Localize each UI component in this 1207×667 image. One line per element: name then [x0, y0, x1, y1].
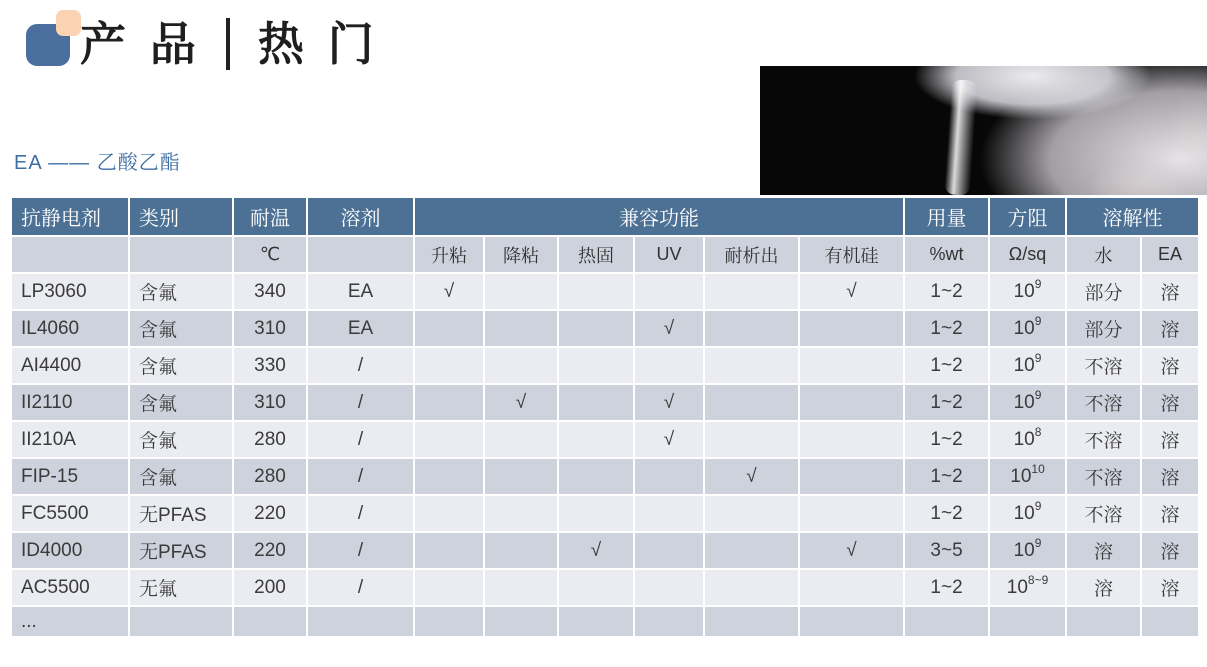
cell-compat-2: √ [558, 532, 634, 569]
cell-dosage: 1~2 [904, 384, 989, 421]
cell-solvent: / [307, 569, 414, 606]
cell-compat-4 [704, 421, 799, 458]
cell-compat-0 [414, 384, 484, 421]
cell-compat-5 [799, 569, 904, 606]
cell-compat-3: √ [634, 421, 704, 458]
resistance-base: 10 [1013, 391, 1035, 413]
table-row [11, 421, 1199, 458]
cell-compat-5 [799, 495, 904, 532]
cell-compat-1: √ [484, 384, 558, 421]
cell-dosage: 1~2 [904, 310, 989, 347]
cell-dosage: 1~2 [904, 569, 989, 606]
cell-dosage: 1~2 [904, 347, 989, 384]
cell-compat-5 [799, 458, 904, 495]
column-header-sheet-resistance: 方阻 [989, 197, 1066, 236]
sub-column-header-9: 有机硅 [799, 236, 904, 273]
cell-temp: 280 [233, 421, 307, 458]
cell-compat-1 [484, 421, 558, 458]
cell-compat-5 [799, 384, 904, 421]
cell-solvent: / [307, 495, 414, 532]
resistance-exponent: 9 [1034, 314, 1042, 329]
table-body [11, 273, 1199, 637]
cell-sheet-resistance [989, 421, 1066, 458]
cell-product-name: II2110 [11, 384, 129, 421]
sub-column-header-6: 热固 [558, 236, 634, 273]
cell-product-name: AI4400 [11, 347, 129, 384]
section-subtitle: EA —— 乙酸乙酯 [14, 152, 181, 174]
table-row [11, 532, 1199, 569]
cell-sheet-resistance [989, 569, 1066, 606]
cell-compat-3 [634, 273, 704, 310]
cell-temp: 200 [233, 569, 307, 606]
resistance-exponent: 9 [1034, 536, 1042, 551]
resistance-base: 10 [1006, 576, 1028, 598]
cell-compat-2 [558, 273, 634, 310]
cell-dosage: 1~2 [904, 458, 989, 495]
cell-water-solubility: 部分 [1066, 273, 1141, 310]
title-left: 产品 [80, 17, 220, 71]
cell-product-name: LP3060 [11, 273, 129, 310]
cell-compat-4 [704, 310, 799, 347]
page-title [80, 18, 398, 70]
cell-solvent: / [307, 347, 414, 384]
column-header-antistatic-agent: 抗静电剂 [11, 197, 129, 236]
cell-product-name: II210A [11, 421, 129, 458]
table-row [11, 310, 1199, 347]
cell-temp: 280 [233, 458, 307, 495]
cell-solvent: / [307, 458, 414, 495]
cell-sheet-resistance [989, 532, 1066, 569]
cell-temp: 310 [233, 310, 307, 347]
cell-compat-2 [558, 569, 634, 606]
resistance-exponent: 8~9 [1027, 573, 1049, 588]
table-row [11, 458, 1199, 495]
resistance-base: 10 [1013, 539, 1035, 561]
table-row [11, 606, 1199, 637]
cell-product-name: FIP-15 [11, 458, 129, 495]
sub-column-header-8: 耐析出 [704, 236, 799, 273]
cell-compat-3 [634, 458, 704, 495]
resistance-base: 10 [1013, 502, 1035, 524]
cell-compat-4 [704, 384, 799, 421]
resistance-base: 10 [1010, 465, 1032, 487]
cell-compat-2 [558, 495, 634, 532]
cell-solvent [307, 606, 414, 637]
cell-compat-4 [704, 606, 799, 637]
cell-compat-1 [484, 347, 558, 384]
cell-compat-5 [799, 421, 904, 458]
cell-water-solubility: 不溶 [1066, 347, 1141, 384]
cell-compat-5: √ [799, 273, 904, 310]
cell-compat-5 [799, 310, 904, 347]
cell-compat-5: √ [799, 532, 904, 569]
resistance-exponent: 9 [1034, 277, 1042, 292]
cell-compat-2 [558, 384, 634, 421]
resistance-base: 10 [1013, 354, 1035, 376]
cell-compat-5 [799, 606, 904, 637]
cell-category: 含氟 [129, 384, 233, 421]
title-right: 热门 [257, 17, 398, 71]
table-row [11, 273, 1199, 310]
cell-compat-2 [558, 310, 634, 347]
cell-category: 含氟 [129, 310, 233, 347]
cell-compat-2 [558, 458, 634, 495]
cell-category: 含氟 [129, 273, 233, 310]
sub-column-header-3 [307, 236, 414, 273]
cell-compat-4: √ [704, 458, 799, 495]
cell-temp [233, 606, 307, 637]
cell-compat-0 [414, 606, 484, 637]
cell-sheet-resistance [989, 347, 1066, 384]
cell-dosage: 1~2 [904, 273, 989, 310]
cell-compat-1 [484, 606, 558, 637]
cell-dosage: 1~2 [904, 495, 989, 532]
cell-compat-4 [704, 569, 799, 606]
cell-compat-5 [799, 347, 904, 384]
cell-compat-3 [634, 532, 704, 569]
table-row [11, 347, 1199, 384]
title-separator [226, 18, 230, 70]
column-header-dosage: 用量 [904, 197, 989, 236]
cell-solvent: / [307, 532, 414, 569]
cell-compat-0 [414, 458, 484, 495]
cell-water-solubility: 不溶 [1066, 421, 1141, 458]
cell-category: 含氟 [129, 347, 233, 384]
cell-sheet-resistance [989, 273, 1066, 310]
column-header-solubility: 溶解性 [1066, 197, 1199, 236]
column-header-category: 类别 [129, 197, 233, 236]
resistance-exponent: 9 [1034, 499, 1042, 514]
table-row [11, 569, 1199, 606]
cell-temp: 330 [233, 347, 307, 384]
cell-product-name: IL4060 [11, 310, 129, 347]
cell-ea-solubility: 溶 [1141, 569, 1199, 606]
cell-compat-1 [484, 495, 558, 532]
cell-sheet-resistance [989, 458, 1066, 495]
cell-dosage: 3~5 [904, 532, 989, 569]
cell-ea-solubility: 溶 [1141, 384, 1199, 421]
cell-ea-solubility: 溶 [1141, 347, 1199, 384]
cell-ea-solubility: 溶 [1141, 421, 1199, 458]
cell-category: 含氟 [129, 421, 233, 458]
cell-product-name: ID4000 [11, 532, 129, 569]
table-head [11, 197, 1199, 273]
column-header-compatibility: 兼容功能 [414, 197, 904, 236]
cell-ea-solubility: 溶 [1141, 532, 1199, 569]
cell-compat-0 [414, 421, 484, 458]
liquid-stream [944, 79, 978, 196]
product-table [10, 196, 1200, 638]
cell-compat-0 [414, 569, 484, 606]
cell-compat-1 [484, 310, 558, 347]
cell-compat-1 [484, 569, 558, 606]
cell-sheet-resistance [989, 310, 1066, 347]
sub-column-header-2: ℃ [233, 236, 307, 273]
cell-compat-0 [414, 310, 484, 347]
cell-compat-3 [634, 606, 704, 637]
cell-compat-0 [414, 347, 484, 384]
cell-water-solubility: 部分 [1066, 310, 1141, 347]
cell-product-name: FC5500 [11, 495, 129, 532]
cell-water-solubility: 不溶 [1066, 458, 1141, 495]
resistance-base: 10 [1013, 317, 1035, 339]
resistance-exponent: 8 [1034, 425, 1042, 440]
cell-temp: 220 [233, 532, 307, 569]
cell-category: 含氟 [129, 458, 233, 495]
sub-column-header-0 [11, 236, 129, 273]
pouring-liquid-photo [760, 66, 1207, 195]
cell-solvent: EA [307, 273, 414, 310]
cell-water-solubility: 不溶 [1066, 495, 1141, 532]
cell-temp: 310 [233, 384, 307, 421]
cell-water-solubility: 溶 [1066, 532, 1141, 569]
cell-sheet-resistance [989, 495, 1066, 532]
cell-compat-1 [484, 532, 558, 569]
sub-column-header-12: 水 [1066, 236, 1141, 273]
cell-ea-solubility: 溶 [1141, 310, 1199, 347]
table-row [11, 495, 1199, 532]
cell-compat-4 [704, 495, 799, 532]
cell-compat-2 [558, 606, 634, 637]
resistance-exponent: 10 [1031, 462, 1045, 477]
cell-sheet-resistance [989, 384, 1066, 421]
table-row [11, 384, 1199, 421]
column-header-solvent: 溶剂 [307, 197, 414, 236]
cell-ea-solubility: 溶 [1141, 495, 1199, 532]
cell-compat-1 [484, 273, 558, 310]
sub-column-header-10: %wt [904, 236, 989, 273]
logo [24, 8, 84, 70]
header-row [11, 197, 1199, 236]
cell-dosage [904, 606, 989, 637]
subheader-row [11, 236, 1199, 273]
cell-compat-3: √ [634, 384, 704, 421]
cell-ea-solubility: 溶 [1141, 458, 1199, 495]
cell-compat-2 [558, 421, 634, 458]
sub-column-header-13: EA [1141, 236, 1199, 273]
cell-compat-3: √ [634, 310, 704, 347]
cell-temp: 220 [233, 495, 307, 532]
cell-water-solubility [1066, 606, 1141, 637]
cell-sheet-resistance [989, 606, 1066, 637]
sub-column-header-4: 升粘 [414, 236, 484, 273]
sub-column-header-7: UV [634, 236, 704, 273]
cell-solvent: EA [307, 310, 414, 347]
cell-ea-solubility: 溶 [1141, 273, 1199, 310]
logo-peach-square-icon [56, 10, 81, 36]
resistance-exponent: 9 [1034, 351, 1042, 366]
cell-compat-4 [704, 347, 799, 384]
cell-category: 无氟 [129, 569, 233, 606]
cell-compat-4 [704, 532, 799, 569]
cell-compat-0 [414, 532, 484, 569]
cell-category [129, 606, 233, 637]
column-header-temp-resistance: 耐温 [233, 197, 307, 236]
cell-compat-4 [704, 273, 799, 310]
resistance-exponent: 9 [1034, 388, 1042, 403]
cell-dosage: 1~2 [904, 421, 989, 458]
cell-water-solubility: 溶 [1066, 569, 1141, 606]
cell-solvent: / [307, 421, 414, 458]
resistance-base: 10 [1013, 428, 1035, 450]
cell-compat-1 [484, 458, 558, 495]
cell-temp: 340 [233, 273, 307, 310]
sub-column-header-1 [129, 236, 233, 273]
cell-product-name: ... [11, 606, 129, 637]
cell-ea-solubility [1141, 606, 1199, 637]
cell-compat-3 [634, 495, 704, 532]
cell-solvent: / [307, 384, 414, 421]
sub-column-header-11: Ω/sq [989, 236, 1066, 273]
sub-column-header-5: 降粘 [484, 236, 558, 273]
cell-compat-0 [414, 495, 484, 532]
cell-compat-2 [558, 347, 634, 384]
cell-compat-3 [634, 347, 704, 384]
resistance-base: 10 [1013, 280, 1035, 302]
cell-compat-3 [634, 569, 704, 606]
cell-compat-0: √ [414, 273, 484, 310]
cell-product-name: AC5500 [11, 569, 129, 606]
cell-category: 无PFAS [129, 495, 233, 532]
cell-category: 无PFAS [129, 532, 233, 569]
cell-water-solubility: 不溶 [1066, 384, 1141, 421]
